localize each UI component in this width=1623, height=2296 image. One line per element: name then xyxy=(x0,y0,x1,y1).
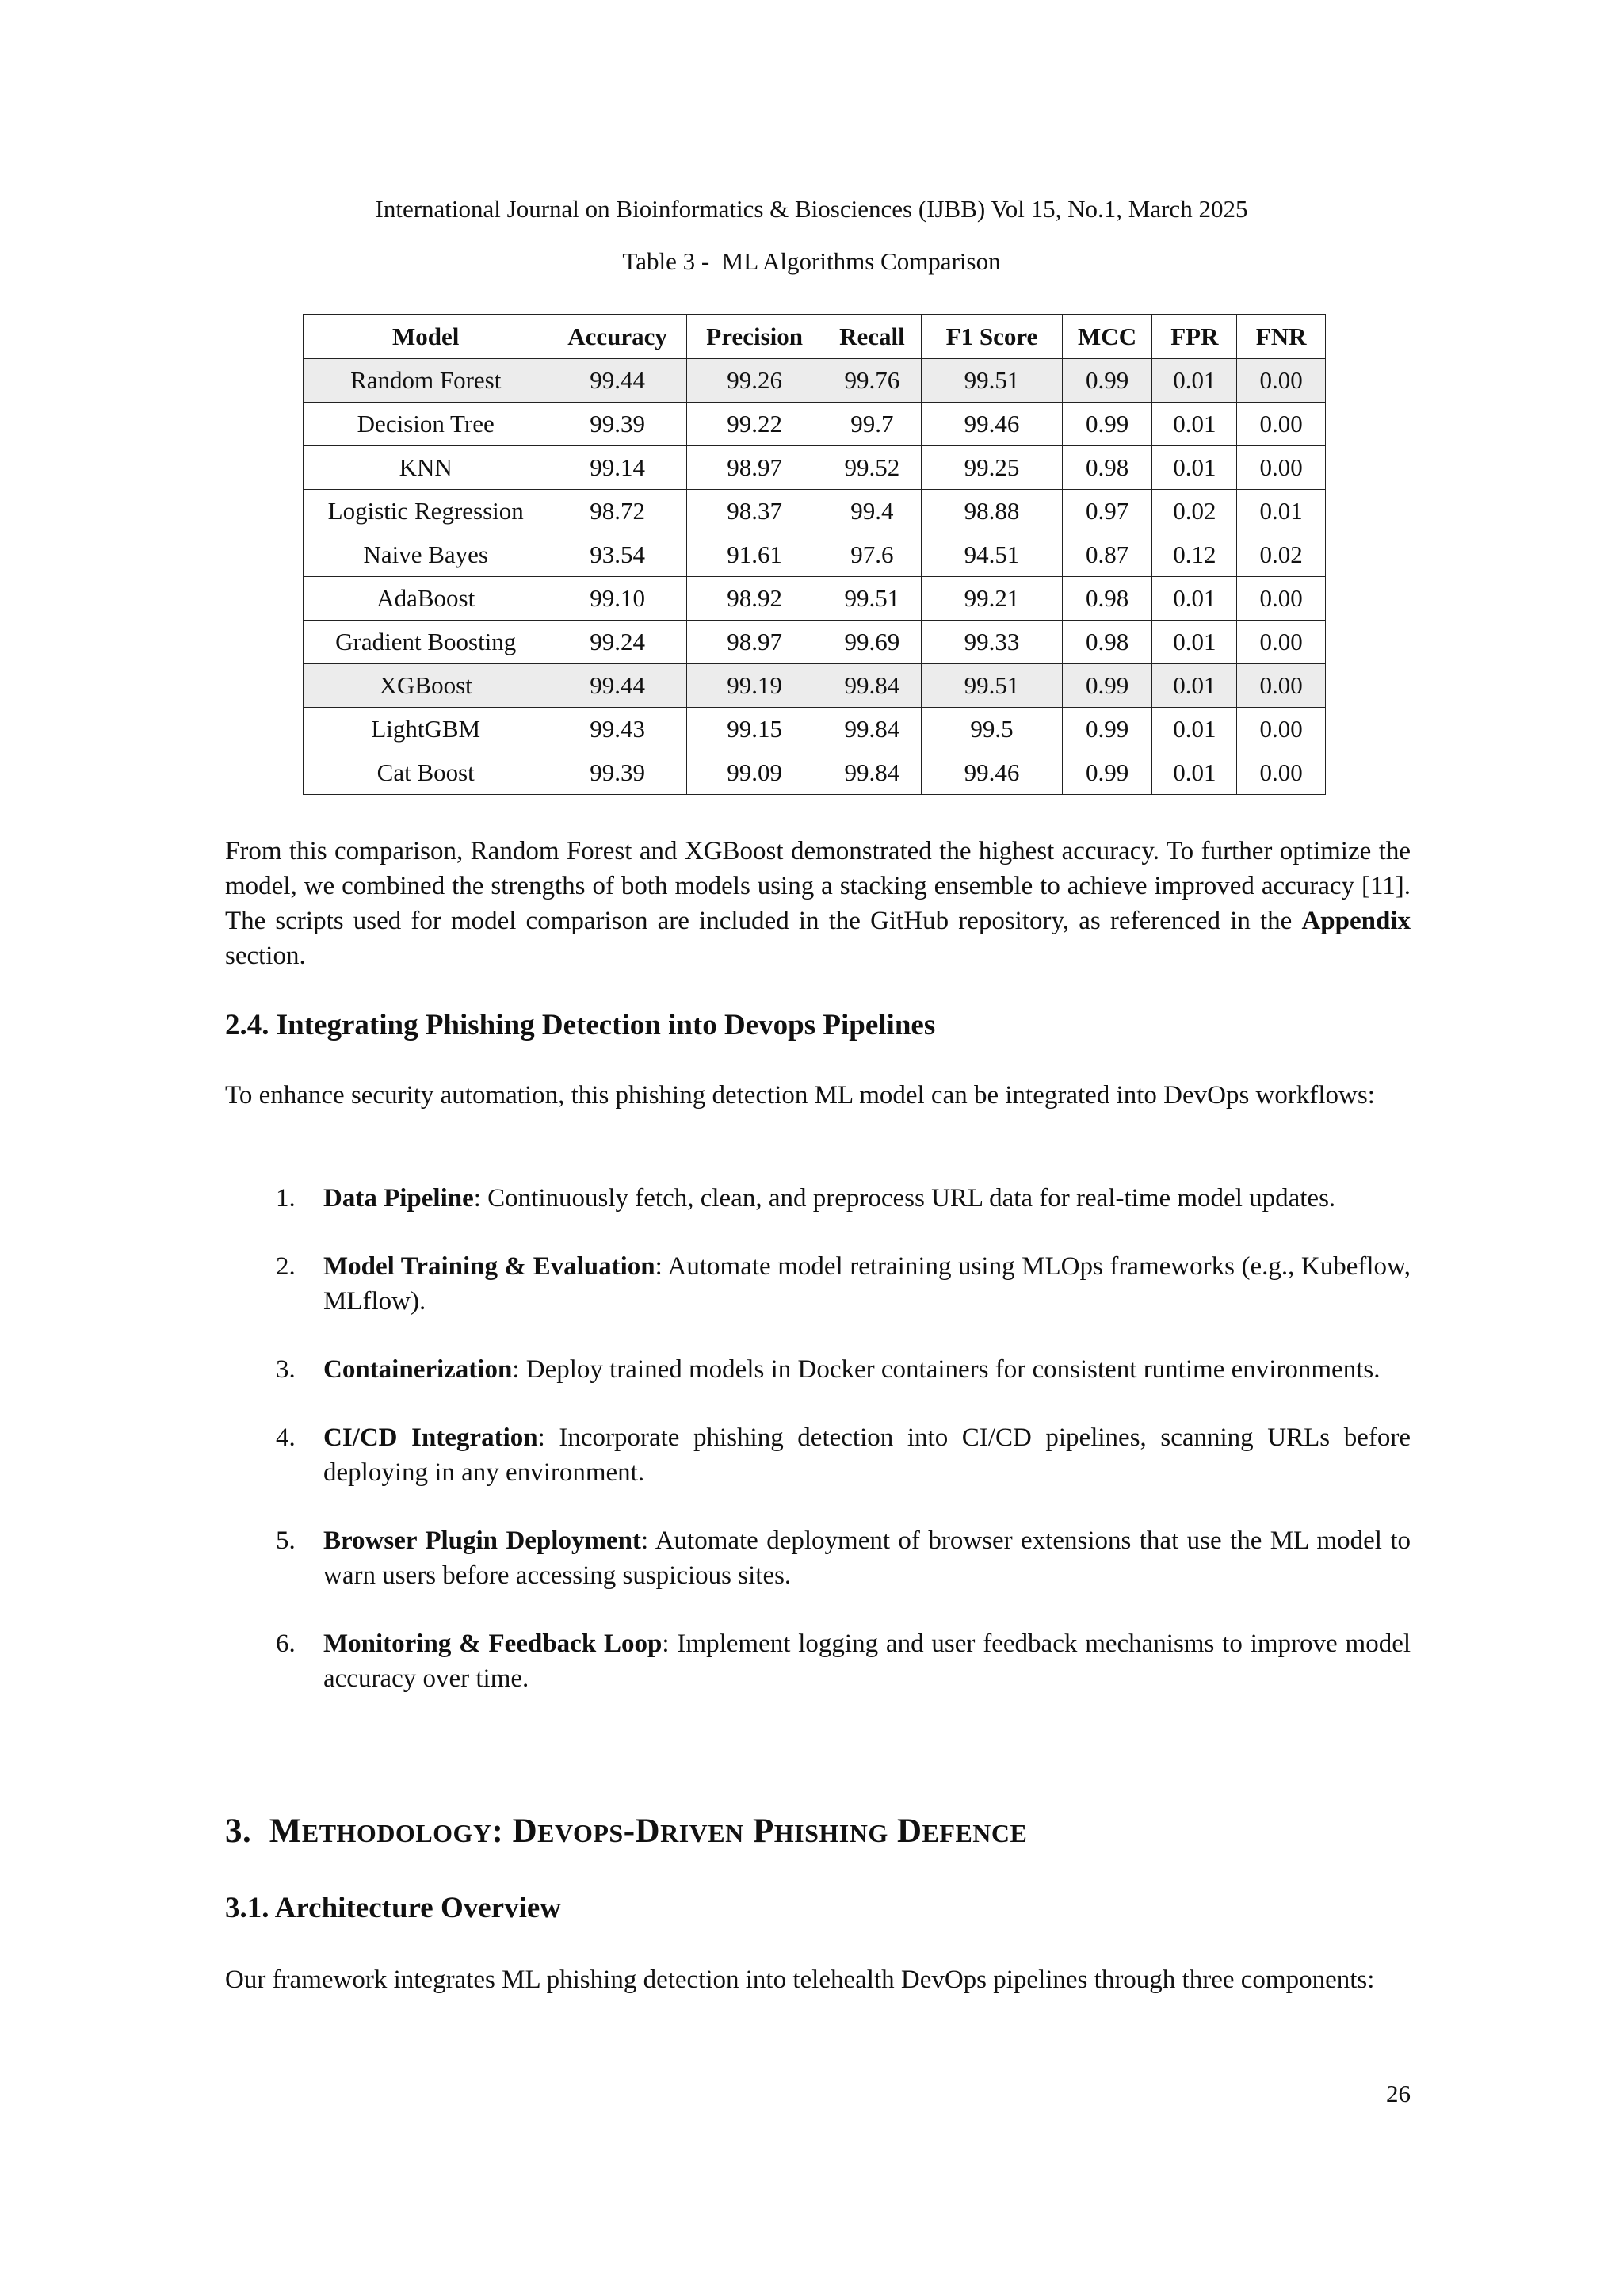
metric-cell: 0.01 xyxy=(1237,490,1326,533)
metric-cell: 99.5 xyxy=(922,708,1063,751)
heading-small-caps: RIVEN xyxy=(660,1819,744,1847)
table-caption-label: Table 3 - xyxy=(622,247,710,275)
column-header: Precision xyxy=(686,315,823,359)
column-header: Model xyxy=(304,315,548,359)
table-row xyxy=(304,533,1326,577)
paragraph-comparison-summary xyxy=(225,834,1411,973)
metric-cell: 0.97 xyxy=(1062,490,1152,533)
model-name-cell: XGBoost xyxy=(304,664,548,708)
metric-cell: 0.87 xyxy=(1062,533,1152,577)
metric-cell: 99.39 xyxy=(548,403,686,446)
metric-cell: 0.99 xyxy=(1062,708,1152,751)
metric-cell: 0.99 xyxy=(1062,403,1152,446)
table-row xyxy=(304,621,1326,664)
model-name-cell: Decision Tree xyxy=(304,403,548,446)
model-name-cell: Logistic Regression xyxy=(304,490,548,533)
metric-cell: 0.00 xyxy=(1237,708,1326,751)
heading-capital: P xyxy=(743,1813,774,1850)
caption-separator xyxy=(709,247,722,275)
list-number: 6. xyxy=(276,1629,296,1658)
list-item xyxy=(225,1181,1411,1216)
metric-cell: 91.61 xyxy=(686,533,823,577)
list-item xyxy=(225,1249,1411,1319)
metric-cell: 0.99 xyxy=(1062,664,1152,708)
metric-cell: 97.6 xyxy=(823,533,922,577)
metric-cell: 99.22 xyxy=(686,403,823,446)
metric-cell: 99.52 xyxy=(823,446,922,490)
heading-gap xyxy=(251,1813,269,1850)
list-text: : Continuously fetch, clean, and preprocess URL data for real-time model updates. xyxy=(473,1184,1336,1213)
column-header: Recall xyxy=(823,315,922,359)
list-term: Containerization xyxy=(323,1355,513,1384)
table-row xyxy=(304,708,1326,751)
metric-cell: 0.02 xyxy=(1152,490,1237,533)
running-header: International Journal on Bioinformatics & Biosciences (IJBB) Vol 15, No.1, March 2025 xyxy=(375,195,1248,223)
metric-cell: 99.4 xyxy=(823,490,922,533)
metric-cell: 0.01 xyxy=(1152,403,1237,446)
metric-cell: 99.25 xyxy=(922,446,1063,490)
heading-small-caps: EFENCE xyxy=(922,1819,1028,1847)
metric-cell: 99.14 xyxy=(548,446,686,490)
table-row xyxy=(304,577,1326,621)
metric-cell: 99.44 xyxy=(548,359,686,403)
column-header: F1 Score xyxy=(922,315,1063,359)
metric-cell: 99.51 xyxy=(823,577,922,621)
metric-cell: 0.01 xyxy=(1152,621,1237,664)
list-text: : Deploy trained models in Docker containers for consistent runtime environments. xyxy=(512,1355,1381,1384)
metric-cell: 0.01 xyxy=(1152,577,1237,621)
metric-cell: 98.97 xyxy=(686,621,823,664)
model-name-cell: KNN xyxy=(304,446,548,490)
table-header-row xyxy=(304,315,1326,359)
metric-cell: 0.02 xyxy=(1237,533,1326,577)
page-number: 26 xyxy=(1386,2080,1411,2107)
metric-cell: 99.46 xyxy=(922,403,1063,446)
metric-cell: 0.98 xyxy=(1062,446,1152,490)
table-caption xyxy=(0,247,1623,276)
list-item xyxy=(225,1352,1411,1387)
metric-cell: 99.44 xyxy=(548,664,686,708)
metric-cell: 99.43 xyxy=(548,708,686,751)
metric-cell: 99.19 xyxy=(686,664,823,708)
table-row xyxy=(304,403,1326,446)
table-body xyxy=(304,359,1326,795)
model-name-cell: AdaBoost xyxy=(304,577,548,621)
list-number: 5. xyxy=(276,1526,296,1555)
list-term: Monitoring & Feedback Loop xyxy=(323,1629,663,1658)
column-header: FPR xyxy=(1152,315,1237,359)
metric-cell: 94.51 xyxy=(922,533,1063,577)
heading-capital: M xyxy=(269,1813,302,1850)
metric-cell: 0.01 xyxy=(1152,359,1237,403)
metric-cell: 99.7 xyxy=(823,403,922,446)
metric-cell: 99.39 xyxy=(548,751,686,795)
metric-cell: 99.51 xyxy=(922,664,1063,708)
metric-cell: 99.84 xyxy=(823,664,922,708)
metric-cell: 99.84 xyxy=(823,751,922,795)
table-caption-title: ML Algorithms Comparison xyxy=(721,247,1001,275)
metric-cell: 99.76 xyxy=(823,359,922,403)
metric-cell: 0.00 xyxy=(1237,577,1326,621)
model-name-cell: LightGBM xyxy=(304,708,548,751)
model-name-cell: Naive Bayes xyxy=(304,533,548,577)
metric-cell: 0.99 xyxy=(1062,359,1152,403)
list-text: : Implement logging and user feedback mechanisms to improve model accuracy over time. xyxy=(323,1629,1411,1693)
metric-cell: 0.01 xyxy=(1152,664,1237,708)
list-term: Browser Plugin Deployment xyxy=(323,1526,641,1555)
paragraph-text: From this comparison, Random Forest and XGBoost demonstrated the highest accuracy. To further optimize the model, we combined the strengths of both models using a stacking ensemble to achieve improved accuracy [11]. The scripts used for model comparison are included in the GitHub repository, as referenced in the xyxy=(225,837,1411,935)
list-text: : Automate deployment of browser extensions that use the ML model to warn users before accessing suspicious sites. xyxy=(323,1526,1411,1590)
metric-cell: 93.54 xyxy=(548,533,686,577)
list-number: 2. xyxy=(276,1252,296,1281)
metric-cell: 0.98 xyxy=(1062,577,1152,621)
heading-small-caps: HISHING xyxy=(773,1819,888,1847)
metric-cell: 99.84 xyxy=(823,708,922,751)
metric-cell: 0.01 xyxy=(1152,708,1237,751)
heading-small-caps: ETHODOLOGY xyxy=(301,1819,492,1847)
list-number: 1. xyxy=(276,1184,296,1213)
section-heading-3-1: 3.1. Architecture Overview xyxy=(225,1892,562,1924)
metric-cell: 0.99 xyxy=(1062,751,1152,795)
metric-cell: 0.00 xyxy=(1237,446,1326,490)
list-text: : Incorporate phishing detection into CI/CD pipelines, scanning URLs before deploying in any environment. xyxy=(323,1423,1411,1487)
metric-cell: 99.51 xyxy=(922,359,1063,403)
metric-cell: 99.09 xyxy=(686,751,823,795)
section-heading-3 xyxy=(225,1812,1027,1851)
metric-cell: 99.69 xyxy=(823,621,922,664)
metric-cell: 0.00 xyxy=(1237,751,1326,795)
table-row xyxy=(304,446,1326,490)
metric-cell: 98.92 xyxy=(686,577,823,621)
model-name-cell: Random Forest xyxy=(304,359,548,403)
metric-cell: 0.01 xyxy=(1152,446,1237,490)
metric-cell: 98.88 xyxy=(922,490,1063,533)
table-row xyxy=(304,359,1326,403)
metric-cell: 98.72 xyxy=(548,490,686,533)
column-header: MCC xyxy=(1062,315,1152,359)
devops-steps-list xyxy=(225,1181,1411,1729)
ml-comparison-table xyxy=(303,314,1326,795)
section-heading-2-4: 2.4. Integrating Phishing Detection into Devops Pipelines xyxy=(225,1009,936,1041)
metric-cell: 0.00 xyxy=(1237,359,1326,403)
list-number: 3. xyxy=(276,1355,296,1384)
list-text: : Automate model retraining using MLOps frameworks (e.g., Kubeflow, MLflow). xyxy=(323,1252,1411,1316)
metric-cell: 0.00 xyxy=(1237,403,1326,446)
model-name-cell: Cat Boost xyxy=(304,751,548,795)
metric-cell: 99.10 xyxy=(548,577,686,621)
list-item xyxy=(225,1420,1411,1490)
metric-cell: 99.21 xyxy=(922,577,1063,621)
model-name-cell: Gradient Boosting xyxy=(304,621,548,664)
paragraph-text-end: section. xyxy=(225,942,306,970)
paragraph-devops-intro: To enhance security automation, this phishing detection ML model can be integrated into DevOps workflows: xyxy=(225,1081,1375,1110)
column-header: FNR xyxy=(1237,315,1326,359)
list-term: Data Pipeline xyxy=(323,1184,474,1213)
heading-capital: -D xyxy=(623,1813,661,1850)
heading-capital: D xyxy=(888,1813,922,1850)
metric-cell: 99.26 xyxy=(686,359,823,403)
paragraph-architecture-intro: Our framework integrates ML phishing detection into telehealth DevOps pipelines through three components: xyxy=(225,1966,1375,1994)
metric-cell: 98.97 xyxy=(686,446,823,490)
metric-cell: 99.24 xyxy=(548,621,686,664)
metric-cell: 99.15 xyxy=(686,708,823,751)
section-number: 3. xyxy=(225,1813,252,1850)
column-header: Accuracy xyxy=(548,315,686,359)
metric-cell: 0.98 xyxy=(1062,621,1152,664)
metric-cell: 0.01 xyxy=(1152,751,1237,795)
heading-small-caps: EVOPS xyxy=(537,1819,624,1847)
list-term: CI/CD Integration xyxy=(323,1423,538,1452)
list-item xyxy=(225,1626,1411,1696)
table-row xyxy=(304,751,1326,795)
metric-cell: 99.46 xyxy=(922,751,1063,795)
metric-cell: 0.00 xyxy=(1237,664,1326,708)
list-term: Model Training & Evaluation xyxy=(323,1252,655,1281)
list-number: 4. xyxy=(276,1423,296,1452)
metric-cell: 0.00 xyxy=(1237,621,1326,664)
metric-cell: 99.33 xyxy=(922,621,1063,664)
table-row xyxy=(304,490,1326,533)
heading-capital: : D xyxy=(491,1813,538,1850)
table-row xyxy=(304,664,1326,708)
metric-cell: 0.12 xyxy=(1152,533,1237,577)
metric-cell: 98.37 xyxy=(686,490,823,533)
list-item xyxy=(225,1523,1411,1593)
appendix-reference: Appendix xyxy=(1301,907,1411,935)
